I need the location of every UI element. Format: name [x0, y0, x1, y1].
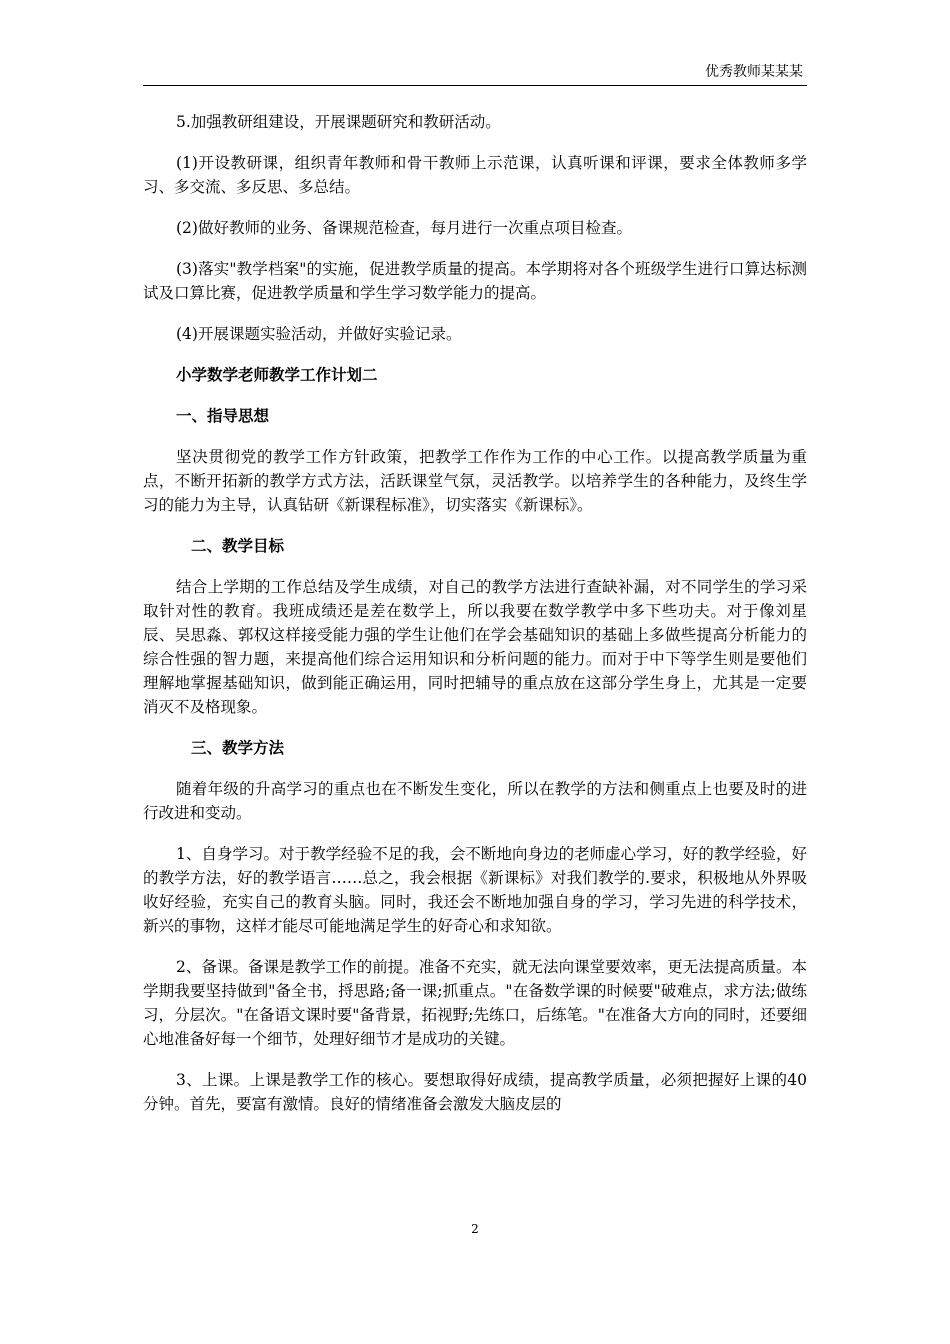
header-divider [143, 85, 807, 86]
method-item: 3、上课。上课是教学工作的核心。要想取得好成绩，提高教学质量，必须把握好上课的40分钟。首先，要富有激情。良好的情绪准备会激发大脑皮层的 [143, 1071, 807, 1113]
section-heading-teaching-methods: 三、教学方法 [191, 738, 285, 757]
paragraph: 5.加强教研组建设，开展课题研究和教研活动。 [176, 113, 501, 131]
paragraph: (1)开设教研课，组织青年教师和骨干教师上示范课，认真听课和评课，要求全体教师多学习、多交流、多反思、多总结。 [143, 154, 807, 196]
document-body [143, 110, 807, 1133]
plan-title: 小学数学老师教学工作计划二 [176, 365, 378, 384]
paragraph: (3)落实"教学档案"的实施，促进教学质量的提高。本学期将对各个班级学生进行口算达标测试及口算比赛，促进教学质量和学生学习数学能力的提高。 [143, 260, 807, 302]
section-intro-teaching-methods: 随着年级的升高学习的重点也在不断发生变化，所以在教学的方法和侧重点上也要及时的进行改进和变动。 [143, 780, 807, 822]
section-body-guiding-thought: 坚决贯彻党的教学工作方针政策，把教学工作作为工作的中心工作。以提高教学质量为重点，不断开拓新的教学方式方法，活跃课堂气氛，灵活教学。以培养学生的各种能力，及终生学习的能力为主导，认真钻研《新课程标准》，切实落实《新课标》。 [143, 448, 807, 514]
section-heading-teaching-goals: 二、教学目标 [191, 536, 285, 555]
section-body-teaching-goals: 结合上学期的工作总结及学生成绩，对自己的教学方法进行查缺补漏，对不同学生的学习采取针对性的教育。我班成绩还是差在数学上，所以我要在数学教学中多下些功夫。对于像刘星辰、吴思淼、郭权这样接受能力强的学生让他们在学会基础知识的基础上多做些提高分析能力的综合性强的智力题，来提高他们综合运用知识和分析问题的能力。而对于中下等学生则是要他们理解地掌握基础知识，做到能正确运用，同时把辅导的重点放在这部分学生身上，尤其是一定要消灭不及格现象。 [143, 578, 807, 716]
page-header-text: 优秀教师某某某 [705, 64, 803, 80]
method-item: 2、备课。备课是教学工作的前提。准备不充实，就无法向课堂要效率，更无法提高质量。本学期我要坚持做到"备全书，捋思路;备一课;抓重点。"在备数学课的时候要"破难点，求方法;做练习，分层次。"在备语文课时要"备背景，拓视野;先练口，后练笔。"在准备大方向的同时，还要细心地准备好每一个细节，处理好细节才是成功的关键。 [143, 958, 807, 1048]
paragraph: (2)做好教师的业务、备课规范检查，每月进行一次重点项目检查。 [176, 219, 632, 237]
paragraph: (4)开展课题实验活动，并做好实验记录。 [176, 325, 462, 343]
page-number: 2 [471, 1222, 479, 1236]
method-item: 1、自身学习。对于教学经验不足的我，会不断地向身边的老师虚心学习，好的教学经验，好的教学方法，好的教学语言……总之，我会根据《新课标》对我们教学的.要求，积极地从外界吸收好经验，充实自己的教育头脑。同时，我还会不断地加强自身的学习，学习先进的科学技术，新兴的事物，这样才能尽可能地满足学生的好奇心和求知欲。 [143, 845, 807, 935]
section-heading-guiding-thought: 一、指导思想 [176, 406, 270, 425]
